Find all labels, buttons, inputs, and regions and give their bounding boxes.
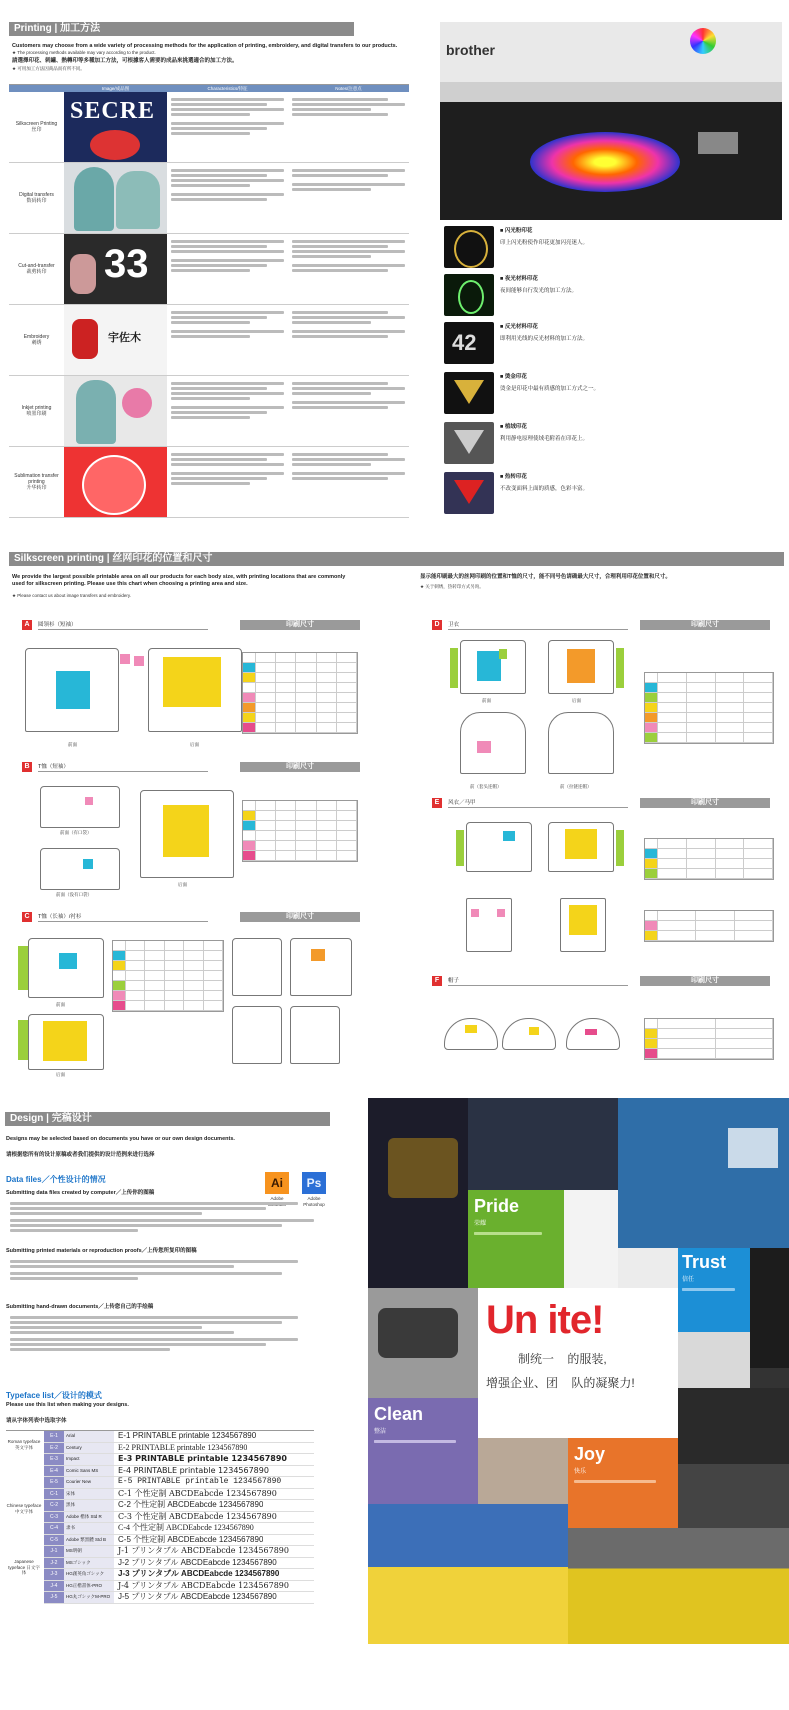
typeface-row (44, 1466, 314, 1478)
glow-print-sample (444, 274, 494, 316)
typeface-name: Comic Sans MS (64, 1466, 114, 1477)
joy-title: Joy (574, 1444, 606, 1464)
typeface-sample: C-5 个性定制 ABCDEabcde 1234567890 (118, 1534, 264, 1544)
collage-photo-team-black (678, 1464, 789, 1528)
typeface-name: Impact (64, 1454, 114, 1465)
typeface-name: HG創英角ゴシック (64, 1569, 114, 1580)
collage-photo-grey-shirt-text (378, 1308, 458, 1358)
sleeve-print-area (616, 830, 624, 866)
typeface-name: Century (64, 1443, 114, 1454)
group-letter: B (22, 762, 32, 772)
typeface-code: C-1 (44, 1489, 64, 1500)
method-image-embroidery: 宇佐木 (64, 305, 167, 375)
collage-photo-black-shirt (750, 1248, 789, 1368)
polo-front-pocket-diagram (40, 786, 120, 828)
typeface-row (44, 1523, 314, 1535)
unite-heading: Un ite! (486, 1298, 604, 1342)
method-name-cn: 升华转印 (26, 485, 47, 491)
data-file-item-title: Submitting data files created by computer／上传你的图稿 (6, 1190, 155, 1196)
method-name-en: Cut-and-transfer (18, 263, 55, 269)
typeface-code: J-5 (44, 1592, 64, 1603)
print-size-label: 印刷尺寸 (240, 912, 360, 922)
typeface-sample: E-2 PRINTABLE printable 1234567890 (118, 1442, 248, 1452)
typeface-intro-en: Please use this list when making your designs. (6, 1402, 129, 1408)
typeface-name: 宋体 (64, 1489, 114, 1500)
trust-subtitle: 信任 (682, 1277, 695, 1283)
printing-intro-cn: 請選擇印花、刺繡、熱轉印等多種加工方法，可根據客人需要的成品來挑選適合的加工方法。 (12, 58, 238, 64)
data-file-item-body (10, 1314, 330, 1353)
back-caption: 后面 (572, 698, 581, 703)
typeface-sample: J-1 プリンタブル ABCDEabcde 1234567890 (118, 1546, 289, 1555)
method-name-en: Digital transfers (19, 192, 54, 198)
typeface-code: E-3 (44, 1454, 64, 1465)
sweatshirt-back-diagram (548, 640, 614, 694)
method-name-cn: 裁剪转印 (26, 269, 47, 275)
method-row-inkjet (9, 376, 409, 447)
typeface-sample: J-3 プリンタブル ABCDEabcde 1234567890 (118, 1569, 280, 1578)
typeface-code: J-4 (44, 1581, 64, 1592)
slogan-line-2: 增强企业、团 队的凝聚力! (486, 1376, 635, 1390)
back-caption: 后面 (190, 742, 199, 747)
size-table-c (112, 940, 224, 1012)
back-caption: 后面 (178, 882, 187, 887)
zip-caption: 前（拉链连帽） (560, 784, 592, 789)
polo-front-no-pocket-diagram (40, 848, 120, 890)
typeface-name: HG丸ゴシックM-PRO (64, 1592, 114, 1603)
typeface-code: J-2 (44, 1558, 64, 1569)
typeface-sample: E-1 PRINTABLE printable 1234567890 (118, 1431, 257, 1440)
typeface-name: Arial (64, 1431, 114, 1442)
typeface-name: Adobe 繁黑體 Std B (64, 1535, 114, 1546)
typeface-code: C-5 (44, 1535, 64, 1546)
printer-photo (440, 22, 782, 220)
method-name-cn: 喷墨印刷 (26, 411, 47, 417)
collage-photo-gold-logo (388, 1138, 458, 1198)
collage-photo-blue-shirts-text (728, 1128, 778, 1168)
collage-photo-people (478, 1438, 568, 1504)
data-file-item-title: Submitting printed materials or reproduction proofs／上传您所复印的图稿 (6, 1248, 197, 1254)
cap-side-diagram (502, 1018, 556, 1050)
jacket-front-diagram (466, 822, 532, 872)
front-no-pocket-caption: 前面（没有口袋） (56, 892, 92, 897)
method-image-inkjet (64, 376, 167, 446)
typeface-table (6, 1430, 314, 1601)
joy-subtitle: 快乐 (574, 1469, 587, 1475)
special-print-desc: 即利用光线的反光材料的加工方法。 (500, 336, 589, 342)
design-intro-cn: 请根据您所有的设计原稿或者我们提供的设计范例来进行选择 (6, 1152, 155, 1158)
print-size-label: 印刷尺寸 (640, 620, 770, 630)
sleeve-print-area (18, 1020, 28, 1060)
typeface-sample: C-3 个性定制 ABCDEabcde 1234567890 (118, 1511, 277, 1521)
header-characteristics: Characteristics/特征 (207, 86, 248, 91)
typeface-name: MS明朝 (64, 1546, 114, 1557)
method-name-en: Silkscreen Printing (15, 121, 58, 127)
method-name-cn: 丝印 (31, 127, 42, 133)
silkscreen-intro-note-en: ★ Please contact us about image transfers and embroidery. (12, 593, 132, 598)
front-pocket-caption: 前面（有口袋） (60, 830, 92, 835)
group-name: 风衣／马甲 (448, 800, 628, 808)
printing-table-header (9, 85, 409, 92)
typeface-name: MSゴシック (64, 1558, 114, 1569)
group-letter: A (22, 620, 32, 630)
group-letter: E (432, 798, 442, 808)
typeface-code: E-1 (44, 1431, 64, 1442)
typeface-code: J-1 (44, 1546, 64, 1557)
print-size-label: 印刷尺寸 (640, 976, 770, 986)
typeface-name: 黑体 (64, 1500, 114, 1511)
shirt-side-diagram (290, 1006, 340, 1064)
typeface-sample: J-5 プリンタブル ABCDEabcde 1234567890 (118, 1592, 277, 1601)
method-row-digital (9, 163, 409, 234)
sleeve-print-area (616, 648, 624, 688)
size-table-e-vest (644, 910, 774, 942)
typeface-sample: E-5 PRINTABLE printable 1234567890 (118, 1477, 282, 1486)
heat-transfer-sample (444, 472, 494, 514)
special-print-label: ■ 闪光粉印花 (500, 228, 533, 234)
typeface-row (44, 1454, 314, 1466)
typeface-name: Courier New (64, 1477, 114, 1488)
method-name-en: Inkjet printing (21, 405, 52, 411)
special-print-desc: 烫金是印花中最有质感的加工方式之一。 (500, 386, 600, 392)
roman-typeface-group: Roman typeface 英文字体 (7, 1439, 41, 1450)
method-name-cn: 刺绣 (31, 340, 42, 346)
method-name-en: Embroidery (23, 334, 50, 340)
typeface-sample: C-1 个性定制 ABCDEabcde 1234567890 (118, 1488, 277, 1498)
slogan-line-1: 制统一 的服装, (518, 1352, 607, 1366)
printing-methods-table (9, 84, 409, 518)
data-files-title: Data files／个性设计的情况 (6, 1175, 106, 1184)
sleeve-print-area (456, 830, 464, 866)
method-image-cut: 33 (64, 234, 167, 304)
sleeve-print-area (18, 946, 28, 990)
typeface-row (44, 1569, 314, 1581)
method-image-digital (64, 163, 167, 233)
foil-print-sample (444, 372, 494, 414)
data-file-item-body (10, 1258, 330, 1282)
jacket-back-diagram (548, 822, 614, 872)
size-table-a (242, 652, 358, 734)
size-table-f (644, 1018, 774, 1060)
collage-photo-blue-shirts (618, 1098, 789, 1248)
special-print-label: ■ 烫金印花 (500, 374, 527, 380)
typeface-row (44, 1500, 314, 1512)
printed-shirt-graphic (530, 132, 680, 192)
printing-intro-en: Customers may choose from a wide variety of processing methods for the application of printing, embroidery, and digital transfers to our products. (12, 43, 398, 49)
longsleeve-front-diagram (28, 938, 104, 998)
vest-front-diagram (466, 898, 512, 952)
size-table-d (644, 672, 774, 744)
shirt-side-diagram (232, 1006, 282, 1064)
typeface-code: C-2 (44, 1500, 64, 1511)
cap-back-diagram (566, 1018, 620, 1050)
polo-back-diagram (140, 790, 234, 878)
header-blank (9, 85, 64, 92)
typeface-code: C-3 (44, 1512, 64, 1523)
pullover-caption: 前（套头连帽） (470, 784, 502, 789)
collage-photo-embroidery (564, 1190, 618, 1288)
design-section-title: Design | 完稿设计 (5, 1112, 330, 1126)
silkscreen-intro-note-cn: ★ 关于刺绣，热转印方式另询。 (420, 584, 484, 589)
collage-photo-football-team (368, 1504, 568, 1644)
typeface-code: J-3 (44, 1569, 64, 1580)
shirt-front-diagram (232, 938, 282, 996)
typeface-name: Adobe 楷体 Std R (64, 1512, 114, 1523)
print-size-label: 印刷尺寸 (240, 620, 360, 630)
typeface-code: E-4 (44, 1466, 64, 1477)
special-print-desc: 不改变面料上面的质感，色彩丰富。 (500, 486, 589, 492)
method-name-en: Sublimation transfer printing (14, 473, 59, 485)
hoodie-pullover-diagram (460, 712, 526, 774)
typeface-row (44, 1592, 314, 1604)
data-file-item-body (10, 1200, 330, 1234)
typeface-name: HG正楷書体-PRO (64, 1581, 114, 1592)
typeface-row (44, 1431, 314, 1443)
method-row-sublimation (9, 447, 409, 518)
group-letter: C (22, 912, 32, 922)
method-row-embroidery (9, 305, 409, 376)
illustrator-icon: Ai (265, 1172, 289, 1194)
clean-title: Clean (374, 1404, 424, 1424)
clean-subtitle: 整洁 (374, 1429, 387, 1435)
collage-photo-crowd (468, 1098, 618, 1190)
method-row-silkscreen (9, 92, 409, 163)
printer-brand-label: brother (446, 42, 495, 58)
collage-photo-dark-shirt (678, 1388, 789, 1464)
special-print-label: ■ 夜光材料印花 (500, 276, 538, 282)
printer-color-logo-icon (690, 28, 716, 54)
size-table-b (242, 800, 358, 862)
pride-title: Pride (474, 1196, 520, 1216)
shirt-back-diagram (148, 648, 242, 732)
typeface-row (44, 1512, 314, 1524)
glitter-print-sample (444, 226, 494, 268)
pride-body (474, 1230, 554, 1260)
header-image: Image/成品图 (101, 86, 130, 91)
collage-photo-staff-team (568, 1528, 789, 1644)
method-image-sublimation (64, 447, 167, 517)
printer-control-panel (698, 132, 738, 154)
sleeve-print-area (450, 648, 458, 688)
photoshop-caption: Adobe Photoshop (303, 1196, 325, 1207)
method-name-cn: 数码转印 (26, 198, 47, 204)
typeface-sample: J-4 プリンタブル ABCDEabcde 1234567890 (118, 1580, 289, 1590)
uniform-collage (368, 1098, 789, 1644)
group-name: 卫衣 (448, 622, 628, 630)
typeface-sample: C-2 个性定制 ABCDEabcde 1234567890 (118, 1500, 264, 1509)
typeface-row (44, 1581, 314, 1593)
special-print-desc: 印上闪光粉使作印花更加闪亮迷人。 (500, 240, 589, 246)
cap-front-diagram (444, 1018, 498, 1050)
print-size-label: 印刷尺寸 (640, 798, 770, 808)
silkscreen-section-title: Silkscreen printing | 丝网印花的位置和尺寸 (9, 552, 784, 566)
size-table-e-jacket (644, 838, 774, 880)
special-print-label: ■ 热转印花 (500, 474, 527, 480)
printing-intro-note-en: ★ The processing methods available may vary according to the product. (12, 50, 156, 55)
printing-intro-note-cn: ★ 可用加工方法因商品而有所不同。 (12, 66, 85, 71)
shirt-front-diagram (25, 648, 119, 732)
japanese-typeface-group: Japanese typeface 日文字体 (8, 1559, 40, 1575)
group-name: T恤（长袖）/衬衫 (38, 914, 208, 922)
front-caption: 前面 (56, 1002, 65, 1007)
front-caption: 前面 (68, 742, 77, 747)
typeface-row (44, 1558, 314, 1570)
sleeve-print-area (134, 656, 144, 666)
header-notes: Notes/注意点 (335, 86, 362, 91)
flock-print-sample (444, 422, 494, 464)
typeface-name: 隶书 (64, 1523, 114, 1534)
sleeve-print-area (120, 654, 130, 664)
group-name: 帽子 (448, 978, 628, 986)
group-name: T恤（短袖） (38, 764, 208, 772)
group-name: 圆领衫（短袖） (38, 622, 208, 630)
typeface-row (44, 1546, 314, 1558)
typeface-code: E-5 (44, 1477, 64, 1488)
special-print-desc: 利用静电原理使绒毛附着在印花上。 (500, 436, 589, 442)
collage-photo-cap (678, 1332, 750, 1388)
method-row-cut-transfer (9, 234, 409, 305)
typeface-sample: E-3 PRINTABLE printable 1234567890 (118, 1454, 287, 1463)
print-size-label: 印刷尺寸 (240, 762, 360, 772)
group-letter: D (432, 620, 442, 630)
special-print-label: ■ 植绒印花 (500, 424, 527, 430)
special-print-desc: 夜间能够自行发光的加工方法。 (500, 288, 578, 294)
typeface-row (44, 1489, 314, 1501)
silkscreen-intro-cn: 显示能印刷最大的丝网印刷的位置和T恤的尺寸，能不同号色请确最大尺寸，合理利用印花位置和尺寸。 (420, 574, 671, 580)
chinese-typeface-group: Chinese typeface 中文字体 (6, 1503, 42, 1514)
typeface-sample: E-4 PRINTABLE printable 1234567890 (118, 1465, 269, 1475)
back-caption: 后面 (56, 1072, 65, 1077)
special-print-label: ■ 反光材料印花 (500, 324, 538, 330)
illustrator-caption: Adobe (270, 1196, 284, 1201)
printing-section-title: Printing | 加工方法 (9, 22, 354, 36)
typeface-intro-cn: 请从字体列表中选取字体 (6, 1418, 67, 1424)
shirt-back-diagram (290, 938, 352, 996)
hoodie-zip-diagram (548, 712, 614, 774)
typeface-code: C-4 (44, 1523, 64, 1534)
sweatshirt-front-diagram (460, 640, 526, 694)
silkscreen-intro-en: We provide the largest possible printable area on all our products for each body size, with printing locations that are commonly used for silkscreen printing. Please use this chart when choosing a printing area and size. (12, 574, 346, 587)
trust-title: Trust (682, 1252, 727, 1272)
typeface-row (44, 1535, 314, 1547)
data-file-item-title: Submitting hand-drawn documents／上传您自己的手绘稿 (6, 1304, 154, 1310)
typeface-row (44, 1477, 314, 1489)
typeface-code: E-2 (44, 1443, 64, 1454)
group-letter: F (432, 976, 442, 986)
longsleeve-back-diagram (28, 1014, 104, 1070)
typeface-list-title: Typeface list／设计的模式 (6, 1391, 102, 1400)
vest-back-diagram (560, 898, 606, 952)
photoshop-icon: Ps (302, 1172, 326, 1194)
method-image-silkscreen: SECRE (64, 92, 167, 162)
typeface-sample: C-4 个性定制 ABCDEabcde 1234567890 (118, 1523, 254, 1532)
pride-subtitle: 荣耀 (474, 1221, 487, 1227)
front-caption: 前面 (482, 698, 491, 703)
design-intro-en: Designs may be selected based on documents you have or our own design documents. (6, 1136, 235, 1142)
typeface-sample: J-2 プリンタブル ABCDEabcde 1234567890 (118, 1557, 277, 1567)
typeface-row (44, 1443, 314, 1455)
reflective-print-sample: 42 (444, 322, 494, 364)
